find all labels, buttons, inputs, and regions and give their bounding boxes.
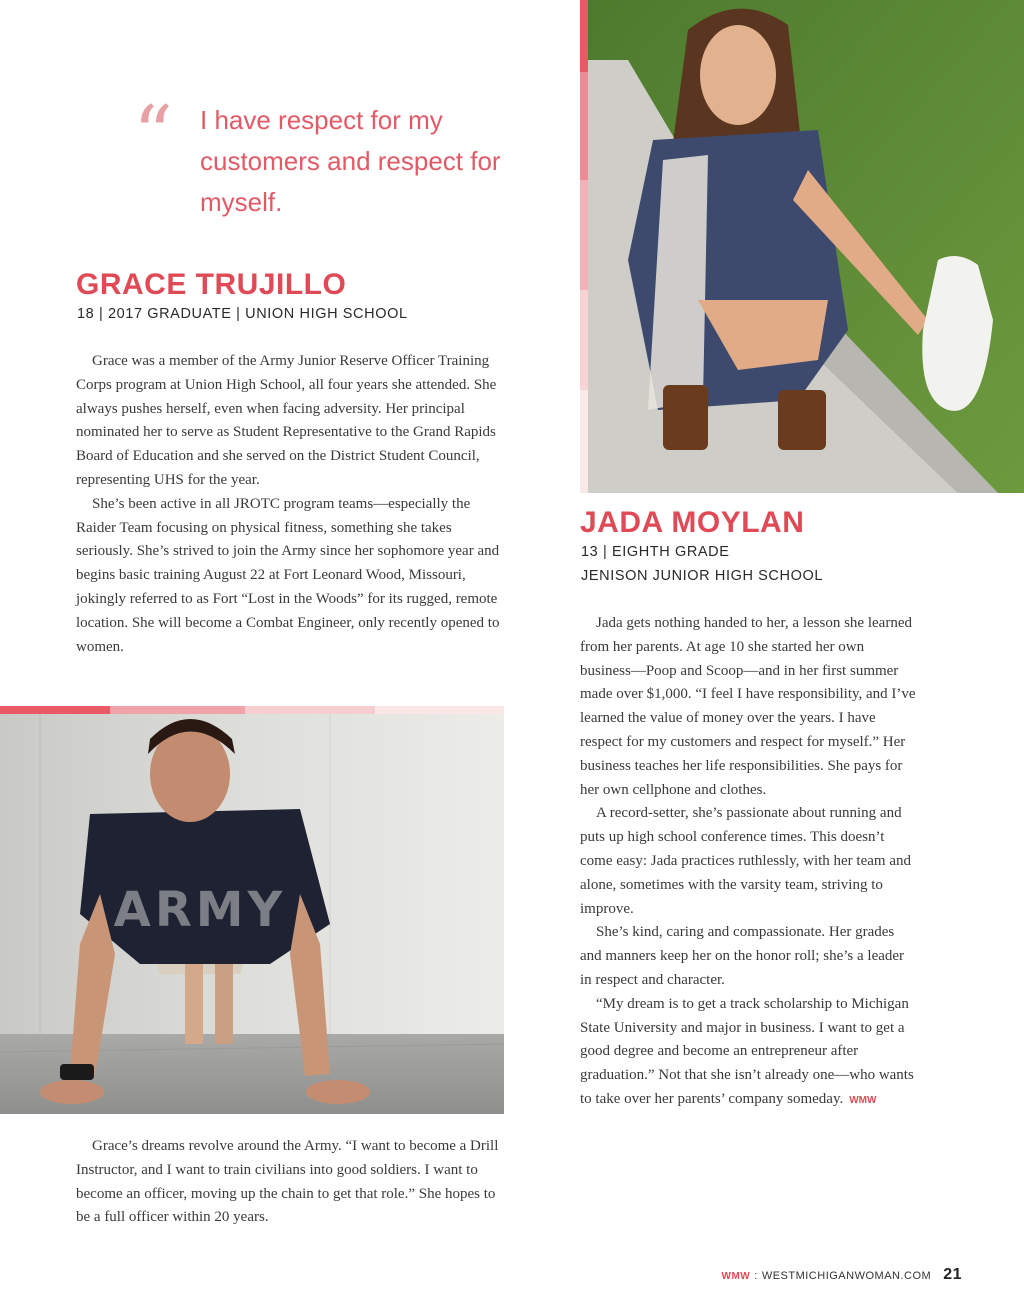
jada-name-heading: JADA MOYLAN [580, 506, 805, 539]
grace-paragraph-2: She’s been active in all JROTC program teams—especially the Raider Team focusing on physical fitness, something she takes seriously. She’s strived to join the Army since her sophomore year and begins basic training August 22 at Fort Leonard Wood, Missouri, jokingly referred to as Fort “Lost in the Woods” for its rugged, remote location. She will become a Combat Engineer, only recently opened to women. [76, 495, 500, 655]
grace-paragraph-1: Grace was a member of the Army Junior Reserve Officer Training Corps program at Union High School, all four years she attended. She always pushes herself, even when facing adversity. Her principal nominated her to serve as Student Representative to the Grand Rapids Board of Education and she served on the District Student Council, representing UHS for the year. [76, 353, 497, 488]
grace-name-heading: GRACE TRUJILLO [76, 268, 347, 301]
jada-photo-color-strip [580, 0, 588, 493]
footer-brand: WMW [721, 1271, 751, 1282]
grace-pushup-photo [0, 714, 504, 1114]
jada-paragraph-1: Jada gets nothing handed to her, a lesson she learned from her parents. At age 10 she started her own business—Poop and Scoop—and in her first summer made over $1,000. “I feel I have responsibility, and I’ve learned the value of money over the years. I have respect for my customers and respect for myself.” Her business teaches her life responsibilities. She pays for her own cellphone and clothes. [580, 615, 916, 798]
army-shirt-text: ARMY [113, 882, 287, 938]
jada-photo [588, 0, 1024, 493]
jada-paragraph-2: A record-setter, she’s passionate about running and puts up high school conference times. This doesn’t come easy: Jada practices ruthlessly, with her team and alone, sometimes with the varsity team, striving to improve. [580, 805, 911, 917]
jada-paragraph-4 [580, 993, 918, 1113]
jada-article-body [580, 612, 918, 1113]
jada-last-paragraph-text: “My dream is to get a track scholarship to Michigan State University and major in business. I want to get a good degree and become an entrepreneur after graduation.” Not that she isn’t already one—who wants to take over her parents’ company someday. [580, 995, 914, 1107]
quote-mark-icon: “ [133, 90, 173, 180]
end-mark: WMW [849, 1094, 877, 1106]
grace-closing-paragraph: Grace’s dreams revolve around the Army. “I want to become a Drill Instructor, and I want to train civilians into good soldiers. I want to become an officer, moving up the chain to get that role.” She hopes to be a full officer within 20 years. [76, 1138, 499, 1226]
page-number: 21 [943, 1266, 962, 1283]
jada-subtitle-school: JENISON JUNIOR HIGH SCHOOL [581, 568, 823, 584]
jada-subtitle-grade: 13 | EIGHTH GRADE [581, 544, 730, 560]
page-footer [722, 1266, 962, 1284]
grace-photo-color-strip [0, 706, 504, 714]
pull-quote: I have respect for my customers and respect for myself. [200, 105, 501, 217]
jada-paragraph-3: She’s kind, caring and compassionate. Her grades and manners keep her on the honor roll; she’s a leader in respect and character. [580, 924, 905, 988]
grace-closing-text [76, 1135, 508, 1230]
grace-article-body [76, 350, 508, 659]
footer-separator: : [754, 1270, 758, 1282]
footer-site-link[interactable]: WESTMICHIGANWOMAN.COM [761, 1270, 932, 1282]
grace-subtitle: 18 | 2017 GRADUATE | UNION HIGH SCHOOL [77, 306, 408, 322]
